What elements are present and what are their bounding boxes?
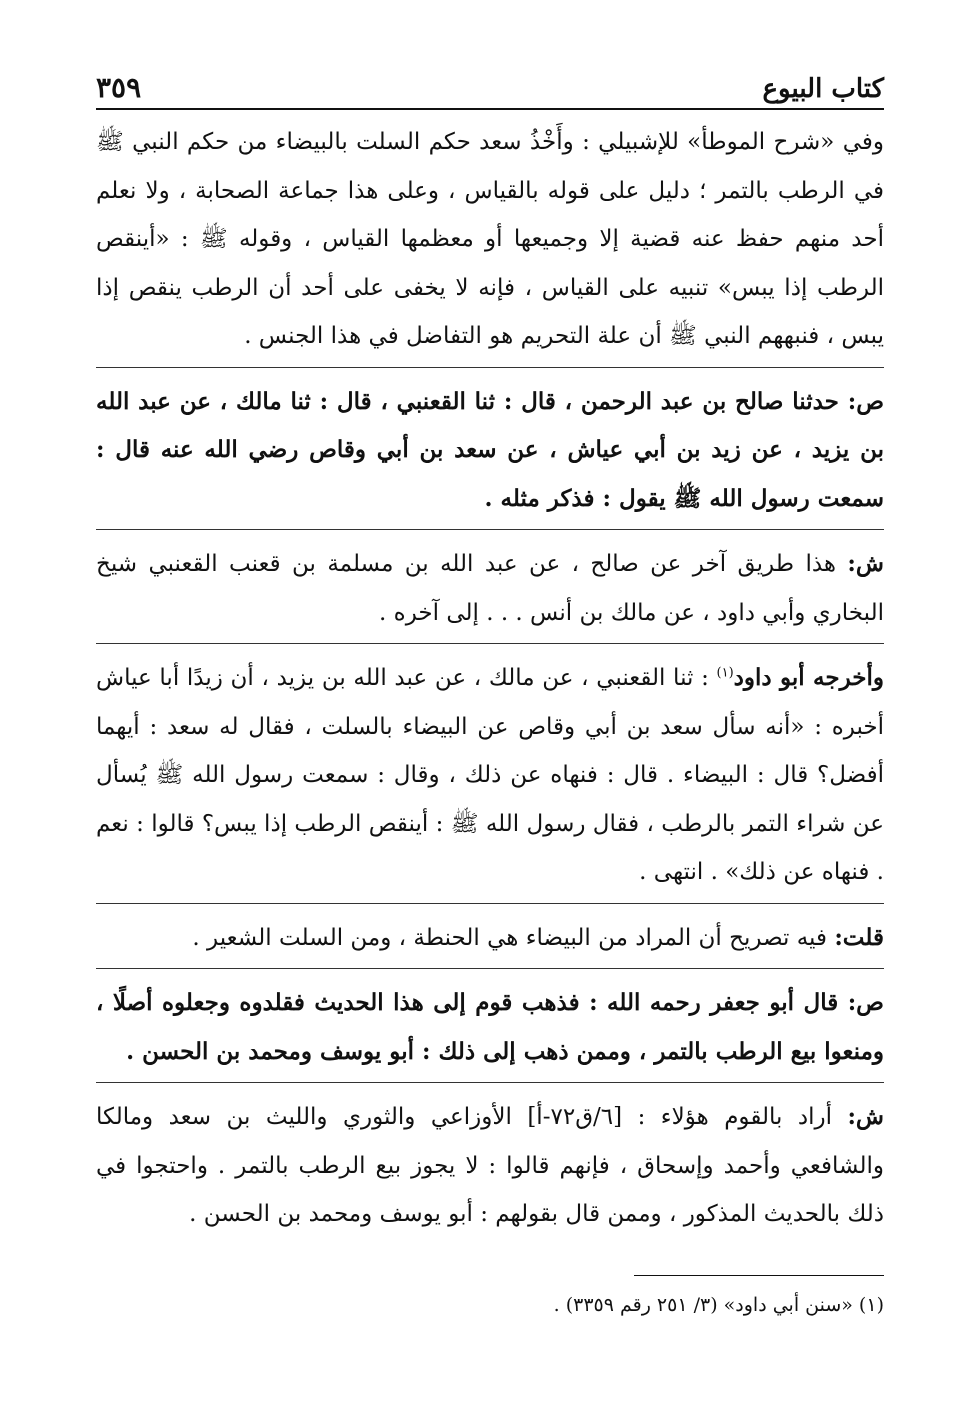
paragraph-qultu <box>96 914 884 970</box>
footnote: (١) «سنن أبي داود» (٣/ ٢٥١ رقم ٣٣٥٩) . <box>553 1294 884 1316</box>
paragraph-text: قال أبو جعفر رحمه الله : فذهب قوم إلى هذا الحديث فقلدوه وجعلوه أصلًا ، ومنعوا بيع الرطب بالتمر ، وممن ذهب إلى ذلك : أبو يوسف ومحمد بن الحسن . <box>96 989 884 1065</box>
paragraph-label: ش: <box>847 1103 885 1130</box>
paragraph-sharh <box>96 1093 884 1239</box>
paragraph-label: ش: <box>847 550 884 577</box>
paragraph-label: ص: <box>847 387 884 415</box>
paragraph-matn <box>96 378 884 531</box>
page-number: ٣٥٩ <box>96 71 142 104</box>
paragraph-text: : ثنا القعنبي ، عن مالك ، عن عبد الله بن يزيد ، أن زيدًا أبا عياش أخبره : «أنه سأل سعد بن أبي وقاص عن البيضاء بالسلت ، فقال له سعد : أيهما أفضل؟ قال : البيضاء . قال : فنهاه عن ذلك ، وقال : سمعت رسول الله ﷺ يُسأل عن شراء التمر بالرطب ، فقال رسول الله ﷺ : أينقص الرطب إذا يبس؟ قالوا : نعم . فنهاه عن ذلك» . انتهى . <box>96 665 884 885</box>
page-body <box>96 118 884 1247</box>
footnote-marker[interactable]: (١) <box>716 665 734 681</box>
paragraph-text: فيه تصريح أن المراد من البيضاء هي الحنطة ، ومن السلت الشعير . <box>192 924 827 951</box>
paragraph-text: أراد بالقوم هؤلاء : [٦/ق٧٢-أ] الأوزاعي والثوري والليث بن سعد ومالكا والشافعي وأحمد وإسحاق ، فإنهم قالوا : لا يجوز بيع الرطب بالتمر . واحتجوا في ذلك بالحديث المذكور ، وممن قال بقولهم : أبو يوسف ومحمد بن الحسن . <box>96 1104 884 1227</box>
paragraph-text: وفي «شرح الموطأ» للإشبيلي : وأَخْذُ سعد حكم السلت بالبيضاء من حكم النبي ﷺ في الرطب بالتمر ؛ دليل على قوله بالقياس ، وعلى هذا جماعة الصحابة ، ولا نعلم أحد منهم حفظ عنه قضية إلا وجميعها أو معظمها القياس ، وقوله ﷺ : «أينقص الرطب إذا يبس» تنبيه على القياس ، فإنه لا يخفى على أحد أن الرطب ينقص إذا يبس ، فنبههم النبي ﷺ أن علة التحريم هو التفاضل في هذا الجنس . <box>96 129 884 349</box>
footnote-divider <box>634 1275 884 1276</box>
paragraph-text: هذا طريق آخر عن صالح ، عن عبد الله بن مسلمة بن قعنب القعنبي شيخ البخاري وأبي داود ، عن مالك بن أنس . . . إلى آخره . <box>96 551 884 626</box>
paragraph-sharh <box>96 540 884 644</box>
chapter-title: كتاب البيوع <box>762 74 884 104</box>
paragraph-commentary <box>96 118 884 368</box>
paragraph-label: وأخرجه أبو داود <box>733 664 884 691</box>
paragraph-hadith <box>96 654 884 904</box>
paragraph-text: حدثنا صالح بن عبد الرحمن ، قال : ثنا القعنبي ، قال : ثنا مالك ، عن عبد الله بن يزيد ، عن زيد بن أبي عياش ، عن سعد بن أبي وقاص رضي الله عنه قال : سمعت رسول الله ﷺ يقول : فذكر مثله . <box>96 387 884 512</box>
page-header <box>96 58 884 110</box>
paragraph-label: قلت: <box>834 923 884 951</box>
paragraph-matn <box>96 979 884 1083</box>
paragraph-label: ص: <box>847 989 884 1016</box>
